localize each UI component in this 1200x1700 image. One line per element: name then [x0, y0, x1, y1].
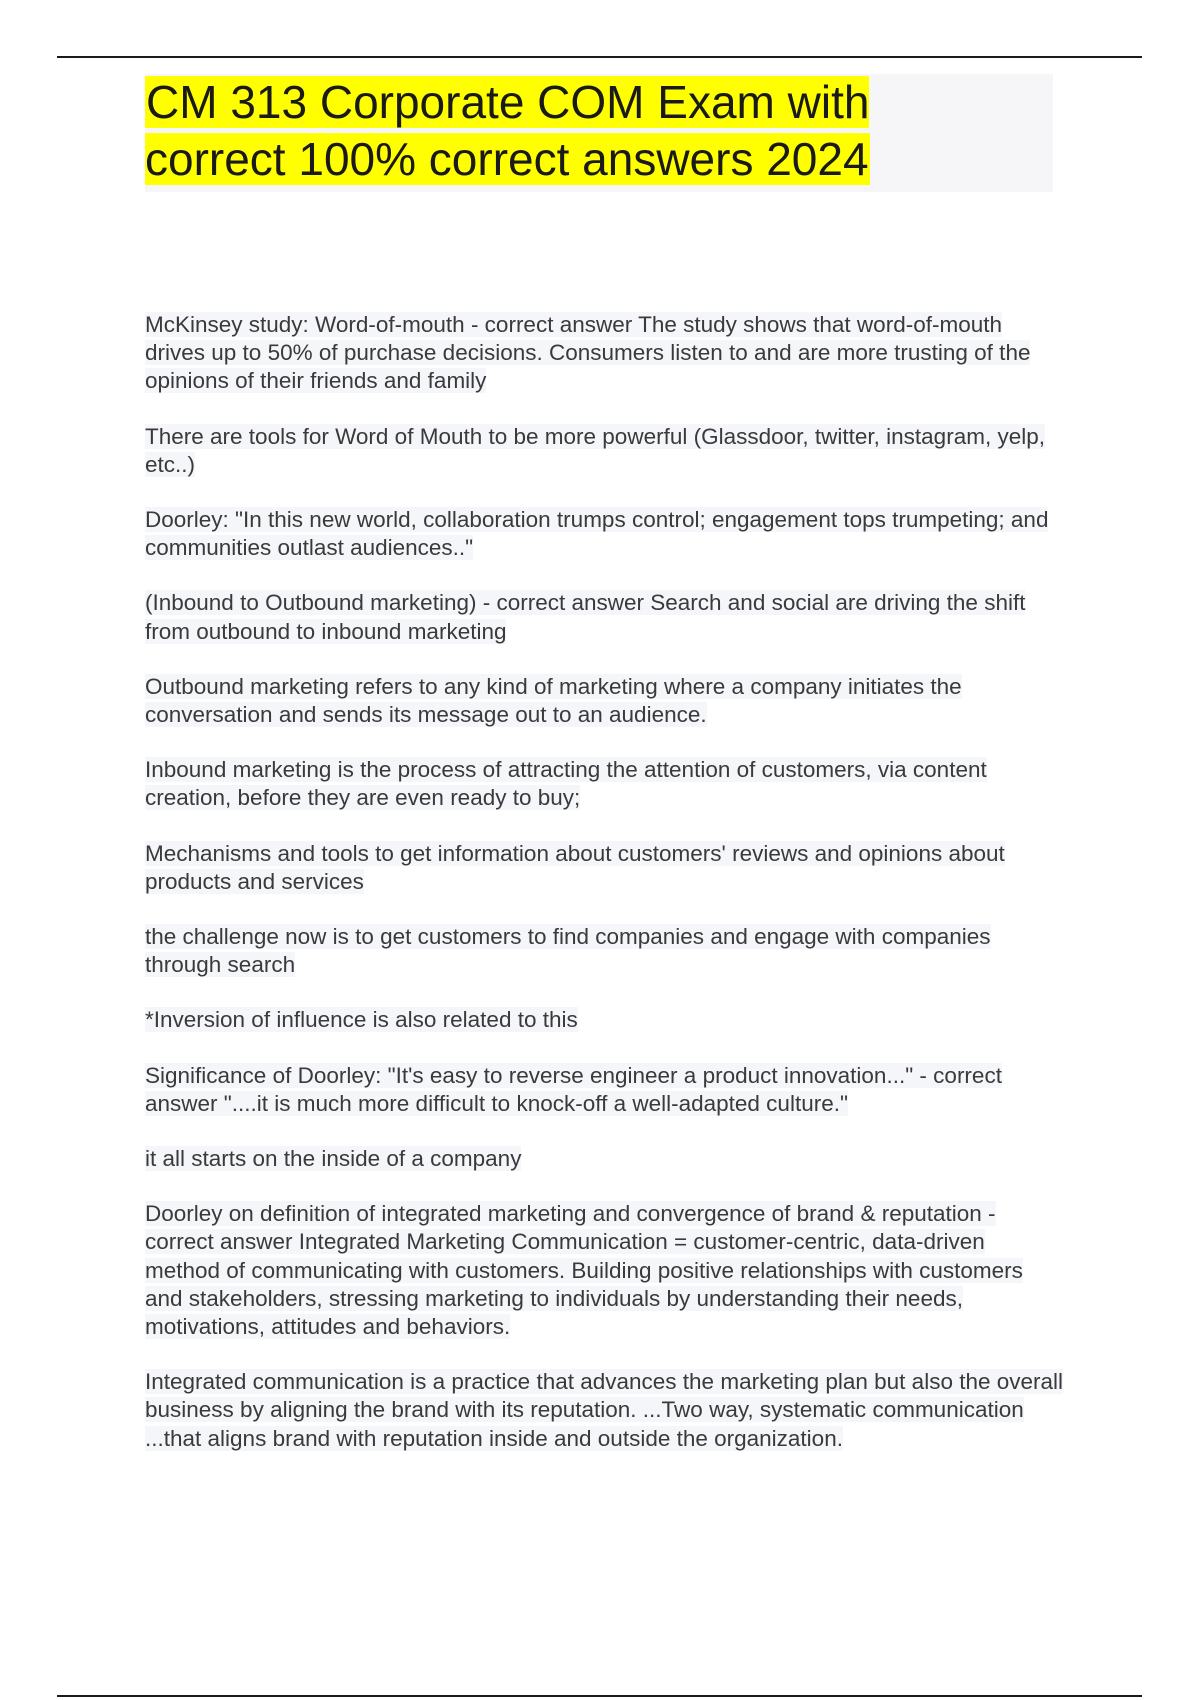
paragraph-text: the challenge now is to get customers to find companies and engage with companies through search: [145, 924, 991, 978]
paragraph: [145, 840, 1065, 896]
paragraph: [145, 1145, 1065, 1173]
paragraph: [145, 756, 1065, 812]
paragraph-text: Integrated communication is a practice that advances the marketing plan but also the overall business by aligning the brand with its reputation. ...Two way, systematic communication ...that aligns brand with reputation inside and outside the organization.: [145, 1369, 1064, 1451]
paragraph-text: Outbound marketing refers to any kind of marketing where a company initiates the conversation and sends its message out to an audience.: [145, 673, 962, 728]
document-title: [145, 74, 905, 188]
paragraph-text: Significance of Doorley: "It's easy to reverse engineer a product innovation..." - correct answer "....it is much more difficult to knock-off a well-adapted culture.": [145, 1062, 1002, 1116]
paragraph-text: it all starts on the inside of a company: [145, 1146, 522, 1172]
paragraph-text: There are tools for Word of Mouth to be more powerful (Glassdoor, twitter, instagram, yelp, etc..): [145, 423, 1045, 477]
title-block: [145, 74, 1053, 192]
paragraph: [145, 506, 1065, 562]
paragraph-text: Doorley: "In this new world, collaboration trumps control; engagement tops trumpeting; and communities outlast audiences..": [145, 507, 1049, 561]
document-body: [145, 311, 1065, 1480]
paragraph: [145, 423, 1065, 479]
paragraph: [145, 1200, 1065, 1341]
paragraph-text: Mechanisms and tools to get information about customers' reviews and opinions about products and services: [145, 840, 1005, 894]
paragraph: [145, 1062, 1065, 1118]
paragraph-text: Inbound marketing is the process of attracting the attention of customers, via content creation, before they are even ready to buy;: [145, 757, 987, 811]
paragraph: [145, 1368, 1065, 1453]
paragraph: [145, 923, 1065, 979]
paragraph-text: McKinsey study: Word-of-mouth - correct answer The study shows that word-of-mouth drives up to 50% of purchase decisions. Consumers listen to and are more trusting of the opinions of their friends and family: [145, 312, 1031, 394]
top-rule: [57, 56, 1142, 58]
bottom-rule: [57, 1695, 1142, 1697]
paragraph: [145, 673, 1065, 729]
paragraph-text: (Inbound to Outbound marketing) - correct answer Search and social are driving the shift from outbound to inbound marketing: [145, 590, 1026, 644]
paragraph: [145, 589, 1065, 645]
document-title-text: CM 313 Corporate COM Exam with correct 100% correct answers 2024: [145, 76, 870, 185]
paragraph-text: Doorley on definition of integrated marketing and convergence of brand & reputation - correct answer Integrated Marketing Communication = customer-centric, data-driven method of communicating with customers. Building positive relationships with customers and stakeholders, stressing marketing to individuals by understanding their needs, motivations, attitudes and behaviors.: [145, 1201, 1023, 1340]
paragraph: [145, 1006, 1065, 1034]
paragraph: [145, 311, 1065, 396]
paragraph-text: *Inversion of influence is also related to this: [145, 1007, 578, 1033]
